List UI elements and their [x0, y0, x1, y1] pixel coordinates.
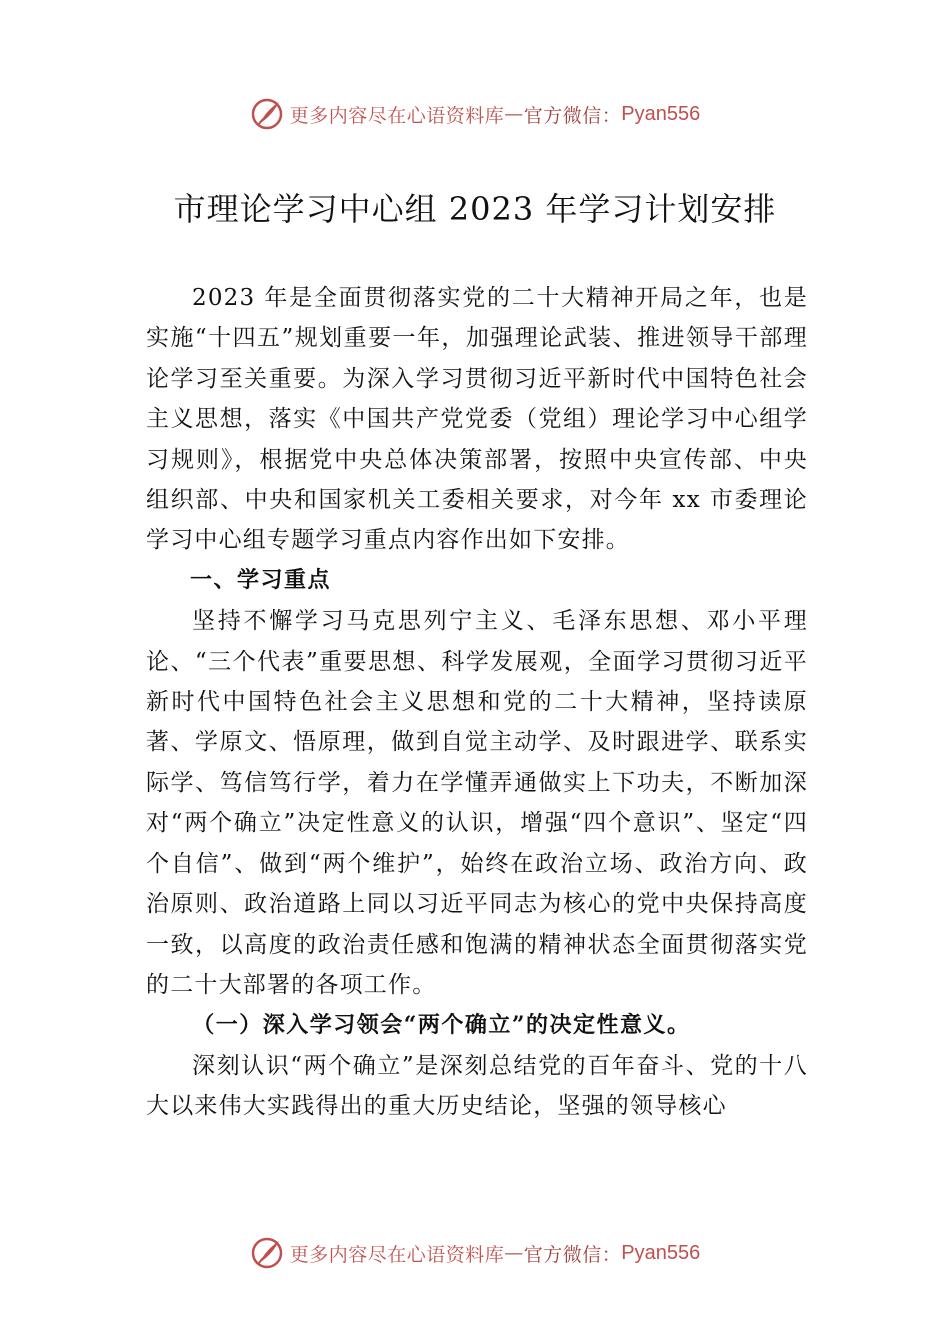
watermark-text: 更多内容尽在心语资料库 — [289, 104, 505, 127]
subsection-heading: （一）深入学习领会“两个确立”的决定性意义。 — [192, 1012, 691, 1039]
document-body — [146, 278, 808, 1127]
watermark-footer — [0, 1233, 950, 1273]
quill-logo-icon — [250, 1236, 284, 1270]
watermark-header — [0, 94, 950, 134]
subsection-paragraph: 深刻认识“两个确立”是深刻总结党的百年奋斗、党的十八大以来伟大实践得出的重大历史结论，坚强的领导核心 — [146, 1052, 808, 1120]
document-title: 市理论学习中心组 2023 年学习计划安排 — [173, 190, 777, 228]
quill-logo-icon — [250, 97, 284, 131]
watermark-label: 官方微信： — [523, 1243, 622, 1266]
watermark-wechat-id: Pyan556 — [621, 102, 701, 125]
watermark-separator: — — [504, 1242, 524, 1264]
watermark-wechat-id: Pyan556 — [621, 1241, 701, 1264]
watermark-text: 更多内容尽在心语资料库 — [289, 1243, 505, 1266]
intro-paragraph: 2023 年是全面贯彻落实党的二十大精神开局之年，也是实施“十四五”规划重要一年，加强理论武装、推进领导干部理论学习至关重要。为深入学习贯彻习近平新时代中国特色社会主义思想，落实《中国共产党党委（党组）理论学习中心组学习规则》，根据党中央总体决策部署，按照中央宣传部、中央组织部、中央和国家机关工委相关要求，对今年 xx 市委理论学习中心组专题学习重点内容作出如下安排。 — [146, 285, 808, 554]
watermark-label: 官方微信： — [523, 104, 622, 127]
watermark-separator: — — [504, 103, 524, 125]
section-heading: 一、学习重点 — [190, 567, 332, 593]
section-paragraph: 坚持不懈学习马克思列宁主义、毛泽东思想、邓小平理论、“三个代表”重要思想、科学发展观，全面学习贯彻习近平新时代中国特色社会主义思想和党的二十大精神，坚持读原著、学原文、悟原理，做到自觉主动学、及时跟进学、联系实际学、笃信笃行学，着力在学懂弄通做实上下功夫，不断加深对“两个确立”决定性意义的认识，增强“四个意识”、坚定“四个自信”、做到“两个维护”，始终在政治立场、政治方向、政治原则、政治道路上同以习近平同志为核心的党中央保持高度一致，以高度的政治责任感和饱满的精神状态全面贯彻落实党的二十大部署的各项工作。 — [146, 608, 808, 998]
